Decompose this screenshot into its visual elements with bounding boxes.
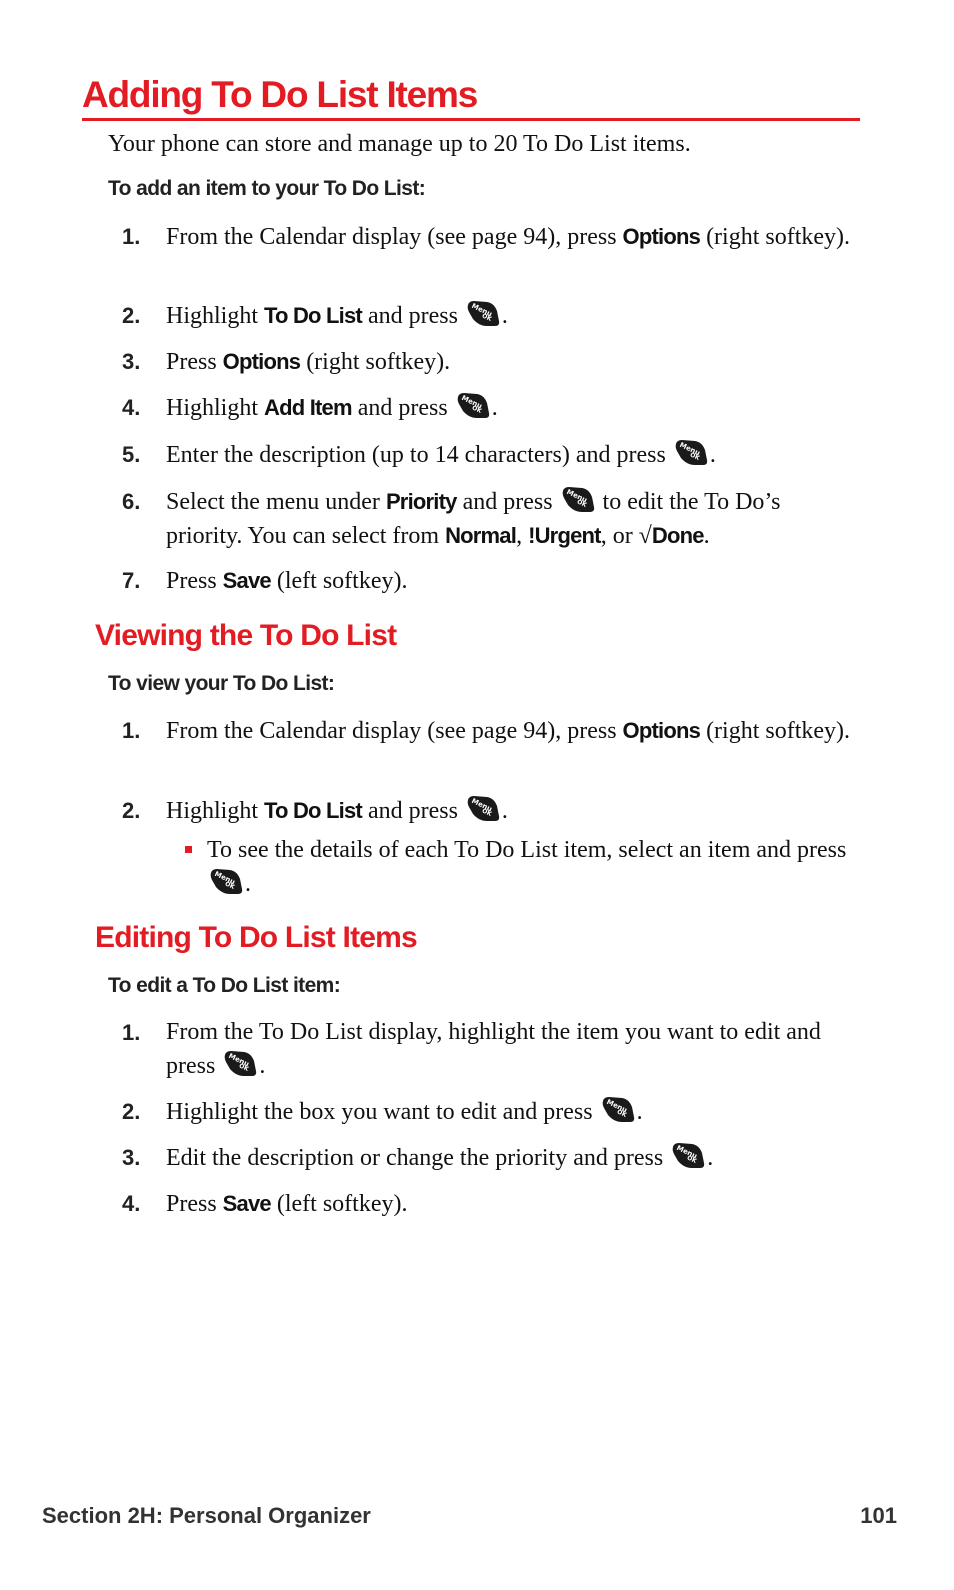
edit-step-2: 2. Highlight the box you want to edit and press . (122, 1095, 852, 1129)
menu-ok-key-icon (465, 299, 501, 329)
subheading-add: To add an item to your To Do List: (108, 177, 426, 200)
add-step-2: 2. Highlight To Do List and press . (122, 299, 852, 333)
key-label: Options (622, 718, 701, 743)
footer-section-label: Section 2H: Personal Organizer (42, 1503, 371, 1528)
subheading-edit: To edit a To Do List item: (108, 974, 341, 997)
menu-ok-key-icon (465, 794, 501, 824)
key-label: Add Item (264, 395, 352, 420)
key-label: Done (651, 523, 704, 548)
menu-ok-key-icon (673, 438, 709, 468)
view-step-2: 2. Highlight To Do List and press . (122, 794, 852, 828)
key-label: To Do List (264, 303, 362, 328)
key-label: To Do List (264, 798, 362, 823)
menu-ok-key-icon (208, 867, 244, 897)
menu-ok-key-icon (560, 485, 596, 515)
edit-step-1: 1. From the To Do List display, highlight the item you want to edit and press . (122, 1019, 821, 1079)
menu-ok-key-icon (455, 391, 491, 421)
edit-step-3: 3. Edit the description or change the priority and press . (122, 1141, 852, 1175)
key-label: Priority (385, 489, 457, 514)
key-label: Options (222, 349, 301, 374)
key-label: Save (222, 568, 271, 593)
key-label: Normal (445, 523, 517, 548)
intro-text: Your phone can store and manage up to 20 To Do List items. (108, 131, 691, 157)
page-number: 101 (860, 1503, 897, 1528)
viewing-heading: Viewing the To Do List (95, 619, 397, 652)
view-bullet: To see the details of each To Do List item, select an item and press . (185, 834, 855, 901)
section-title: Adding To Do List Items (82, 72, 860, 121)
menu-ok-key-icon (222, 1049, 258, 1079)
add-step-4: 4. Highlight Add Item and press . (122, 391, 852, 425)
add-step-7: 7. Press Save (left softkey). (122, 568, 408, 594)
menu-ok-key-icon (670, 1141, 706, 1171)
add-step-6: 6. Select the menu under Priority and press to edit the To Do’s priority. You can select from Normal, !Urgent, or √Done. (122, 485, 852, 553)
key-label: Options (622, 224, 701, 249)
key-label: Save (222, 1191, 271, 1216)
add-step-5: 5. Enter the description (up to 14 characters) and press . (122, 438, 852, 472)
bullet-marker (185, 846, 192, 853)
add-step-1: 1. From the Calendar display (see page 94), press Options (right softkey). (122, 224, 851, 250)
subheading-view: To view your To Do List: (108, 672, 335, 695)
add-step-3: 3. Press Options (right softkey). (122, 349, 451, 375)
edit-step-4: 4. Press Save (left softkey). (122, 1191, 408, 1217)
key-label: !Urgent (528, 523, 601, 548)
menu-ok-key-icon (600, 1095, 636, 1125)
view-step-1: 1. From the Calendar display (see page 94), press Options (right softkey). (122, 718, 851, 744)
editing-heading: Editing To Do List Items (95, 921, 417, 954)
